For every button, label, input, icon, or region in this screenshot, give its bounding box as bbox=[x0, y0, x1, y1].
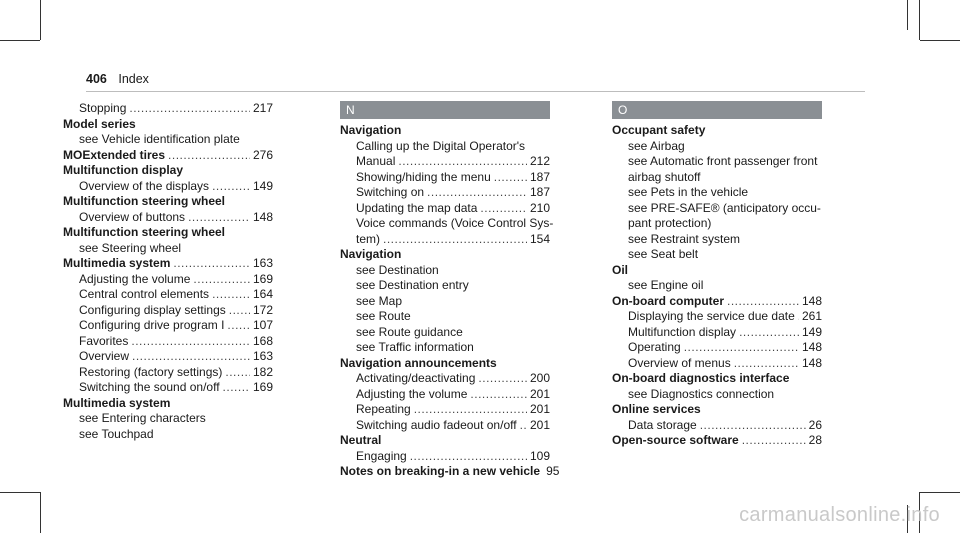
entry-text: see PRE-SAFE® (anticipatory occu- bbox=[628, 200, 821, 215]
index-subentry bbox=[63, 318, 273, 334]
entry-text: see Entering characters bbox=[79, 411, 206, 425]
crop-mark bbox=[40, 0, 41, 40]
index-reference bbox=[612, 201, 822, 217]
entry-text: Central control elements bbox=[79, 287, 210, 301]
entry-text: see Route bbox=[356, 309, 411, 323]
leader-dots bbox=[212, 179, 250, 195]
index-subentry bbox=[63, 179, 273, 195]
entry-text: Open-source software bbox=[612, 433, 739, 447]
entry-text: see Route guidance bbox=[356, 324, 463, 339]
page-ref[interactable]: 172 bbox=[252, 302, 273, 317]
entry-text: Engaging bbox=[356, 448, 407, 463]
crop-mark bbox=[40, 492, 41, 533]
index-reference bbox=[63, 132, 273, 148]
entry-text: Multifunction steering wheel bbox=[63, 225, 226, 239]
crop-mark bbox=[920, 40, 960, 41]
leader-dots bbox=[478, 371, 527, 387]
entry-text: see Map bbox=[356, 293, 403, 308]
page-ref[interactable]: 210 bbox=[529, 200, 550, 215]
page-ref[interactable]: 212 bbox=[529, 154, 550, 168]
index-subentry bbox=[63, 349, 273, 365]
index-subentry bbox=[340, 232, 550, 248]
index-subentry bbox=[63, 380, 273, 396]
index-heading bbox=[340, 123, 550, 139]
index-reference bbox=[340, 263, 550, 279]
index-reference bbox=[63, 411, 273, 427]
leader-dots bbox=[398, 154, 527, 170]
entry-text: On-board diagnostics interface bbox=[612, 371, 790, 385]
entry-text: Overview bbox=[79, 349, 130, 363]
entry-text: see Pets in the vehicle bbox=[628, 185, 749, 199]
index-reference bbox=[340, 294, 550, 310]
entry-text: Multimedia system bbox=[63, 395, 171, 410]
crop-mark bbox=[0, 492, 40, 493]
index-subentry bbox=[340, 387, 550, 403]
entry-text: see Restraint system bbox=[628, 231, 741, 246]
crop-mark bbox=[920, 492, 960, 493]
entry-text: see Destination entry bbox=[356, 278, 469, 292]
page-ref[interactable]: 163 bbox=[252, 256, 273, 270]
page-ref[interactable]: 154 bbox=[529, 231, 550, 246]
crop-mark bbox=[907, 0, 908, 30]
entry-text: Operating bbox=[628, 340, 681, 354]
entry-text: Voice commands (Voice Control Sys- bbox=[356, 216, 554, 230]
index-heading bbox=[340, 433, 550, 449]
crop-mark bbox=[0, 40, 40, 41]
leader-dots bbox=[700, 418, 806, 434]
index-heading bbox=[612, 433, 822, 449]
index-reference bbox=[63, 427, 273, 443]
index-heading bbox=[63, 148, 273, 164]
index-heading bbox=[63, 396, 273, 412]
index-reference bbox=[340, 325, 550, 341]
entry-text: see Airbag bbox=[628, 138, 685, 153]
page-ref[interactable]: 182 bbox=[252, 364, 273, 379]
page-ref[interactable]: 149 bbox=[801, 324, 822, 339]
header-rule bbox=[86, 91, 865, 92]
leader-dots bbox=[193, 272, 250, 288]
leader-dots bbox=[480, 201, 527, 217]
index-reference bbox=[612, 216, 822, 232]
page-title: Index bbox=[118, 72, 149, 86]
index-subentry bbox=[340, 185, 550, 201]
index-reference bbox=[340, 309, 550, 325]
leader-dots bbox=[684, 340, 799, 356]
entry-text: Multifunction display bbox=[63, 163, 183, 177]
entry-text: MOExtended tires bbox=[63, 147, 166, 162]
watermark: carmanualsonline.info bbox=[739, 504, 940, 526]
entry-text: see Touchpad bbox=[79, 426, 154, 441]
page-ref[interactable]: 201 bbox=[529, 386, 550, 401]
entry-text: Switching on bbox=[356, 185, 425, 199]
index-subentry bbox=[340, 449, 550, 465]
entry-text: see Traffic information bbox=[356, 340, 474, 354]
entry-text: Neutral bbox=[340, 433, 382, 447]
index-subentry bbox=[612, 418, 822, 434]
entry-text: Occupant safety bbox=[612, 123, 706, 137]
index-subentry bbox=[612, 325, 822, 341]
index-subentry bbox=[340, 201, 550, 217]
index-subentry bbox=[63, 210, 273, 226]
index-subentry bbox=[63, 303, 273, 319]
leader-dots bbox=[188, 210, 250, 226]
index-subentry bbox=[340, 402, 550, 418]
index-column-3 bbox=[612, 101, 822, 449]
entry-text: see Vehicle identification plate bbox=[79, 132, 240, 146]
index-reference bbox=[340, 139, 550, 155]
page-ref[interactable]: 261 bbox=[801, 309, 822, 323]
index-heading bbox=[340, 356, 550, 372]
leader-dots bbox=[173, 256, 250, 272]
entry-text: Switching audio fadeout on/off bbox=[356, 417, 517, 432]
entry-text: Navigation bbox=[340, 247, 402, 261]
entry-text: Overview of buttons bbox=[79, 209, 186, 224]
section-letter: O bbox=[612, 101, 822, 119]
entry-text: Navigation bbox=[340, 123, 402, 137]
entry-text: On-board computer bbox=[612, 293, 725, 308]
index-subentry bbox=[612, 340, 822, 356]
page-ref[interactable]: 148 bbox=[801, 293, 822, 308]
index-heading bbox=[63, 256, 273, 272]
leader-dots bbox=[132, 349, 250, 365]
page-ref[interactable]: 28 bbox=[808, 433, 822, 447]
page-ref[interactable]: 276 bbox=[252, 147, 273, 162]
index-subentry bbox=[340, 418, 550, 434]
section-letter: N bbox=[340, 101, 550, 119]
index-reference bbox=[612, 154, 822, 170]
leader-dots bbox=[727, 294, 799, 310]
index-heading bbox=[63, 225, 273, 241]
page-ref[interactable]: 107 bbox=[252, 318, 273, 332]
entry-text: Configuring display settings bbox=[79, 302, 226, 317]
entry-text: see Steering wheel bbox=[79, 240, 182, 255]
index-reference bbox=[612, 232, 822, 248]
crop-mark bbox=[919, 0, 920, 40]
leader-dots bbox=[168, 148, 250, 164]
entry-text: Manual bbox=[356, 154, 396, 168]
index-heading bbox=[612, 402, 822, 418]
leader-dots bbox=[470, 387, 527, 403]
page-ref[interactable]: 187 bbox=[529, 169, 550, 184]
entry-text: Multifunction steering wheel bbox=[63, 194, 226, 208]
entry-text: Restoring (factory settings) bbox=[79, 364, 223, 379]
page-ref[interactable]: 164 bbox=[252, 287, 273, 301]
entry-text: Notes on breaking-in a new vehicle bbox=[340, 464, 541, 478]
index-heading bbox=[63, 117, 273, 133]
entry-text: Multimedia system bbox=[63, 256, 171, 270]
index-subentry bbox=[612, 309, 822, 325]
index-reference bbox=[612, 139, 822, 155]
leader-dots bbox=[212, 287, 250, 303]
entry-text: Activating/deactivating bbox=[356, 371, 476, 385]
entry-text: Switching the sound on/off bbox=[79, 380, 220, 394]
leader-dots bbox=[494, 170, 527, 186]
index-heading bbox=[63, 163, 273, 179]
entry-text: tem) bbox=[356, 231, 380, 246]
page-ref[interactable]: 163 bbox=[252, 349, 273, 363]
page-ref[interactable]: 148 bbox=[252, 209, 273, 224]
entry-text: see Destination bbox=[356, 262, 439, 277]
leader-dots bbox=[410, 449, 527, 465]
index-heading bbox=[612, 263, 822, 279]
leader-dots bbox=[739, 325, 799, 341]
index-reference bbox=[612, 185, 822, 201]
index-heading bbox=[63, 194, 273, 210]
index-subentry bbox=[340, 170, 550, 186]
page-ref[interactable]: 201 bbox=[529, 402, 550, 416]
index-reference bbox=[63, 241, 273, 257]
entry-text: see Engine oil bbox=[628, 278, 704, 292]
index-subentry bbox=[340, 371, 550, 387]
index-reference bbox=[612, 387, 822, 403]
entry-text: Configuring drive program I bbox=[79, 318, 225, 332]
entry-text: Displaying the service due date bbox=[628, 309, 795, 323]
leader-dots bbox=[414, 402, 527, 418]
leader-dots bbox=[798, 309, 799, 325]
entry-text: Online services bbox=[612, 402, 701, 416]
entry-text: Calling up the Digital Operator's bbox=[356, 138, 526, 153]
page-ref[interactable]: 201 bbox=[529, 417, 550, 432]
index-heading bbox=[612, 123, 822, 139]
leader-dots bbox=[229, 303, 250, 319]
index-column-2 bbox=[340, 101, 560, 480]
entry-text: Repeating bbox=[356, 402, 411, 416]
index-reference bbox=[340, 216, 554, 232]
page-ref[interactable]: 95 bbox=[546, 464, 560, 478]
entry-text: Model series bbox=[63, 116, 136, 131]
page-ref[interactable]: 169 bbox=[252, 271, 273, 286]
page-ref[interactable]: 217 bbox=[252, 101, 273, 115]
entry-text: Oil bbox=[612, 262, 629, 277]
entry-text: Favorites bbox=[79, 333, 129, 348]
entry-text: Adjusting the volume bbox=[356, 386, 468, 401]
leader-dots bbox=[734, 356, 799, 372]
index-heading bbox=[340, 247, 550, 263]
index-reference bbox=[340, 340, 550, 356]
index-subentry bbox=[63, 365, 273, 381]
entry-text: airbag shutoff bbox=[628, 169, 701, 184]
leader-dots bbox=[742, 433, 806, 449]
leader-dots bbox=[131, 334, 250, 350]
entry-text: Adjusting the volume bbox=[79, 271, 191, 286]
leader-dots bbox=[227, 318, 250, 334]
entry-text: Data storage bbox=[628, 417, 697, 432]
leader-dots bbox=[223, 380, 250, 396]
page-header bbox=[86, 72, 149, 86]
index-subentry bbox=[612, 356, 822, 372]
leader-dots bbox=[520, 418, 527, 434]
entry-text: see Seat belt bbox=[628, 247, 699, 261]
page-ref[interactable]: 200 bbox=[529, 371, 550, 385]
leader-dots bbox=[225, 365, 250, 381]
entry-text: pant protection) bbox=[628, 216, 712, 230]
leader-dots bbox=[129, 101, 250, 117]
index-reference bbox=[612, 247, 822, 263]
index-subentry bbox=[63, 287, 273, 303]
entry-text: Stopping bbox=[79, 101, 127, 115]
index-subentry bbox=[63, 101, 273, 117]
page-ref[interactable]: 149 bbox=[252, 178, 273, 193]
index-reference bbox=[340, 278, 550, 294]
page-number: 406 bbox=[86, 72, 107, 86]
entry-text: Navigation announcements bbox=[340, 355, 497, 370]
index-subentry bbox=[340, 154, 550, 170]
entry-text: Showing/hiding the menu bbox=[356, 169, 491, 184]
entry-text: Updating the map data bbox=[356, 200, 478, 215]
index-column-1 bbox=[63, 101, 273, 442]
entry-text: see Diagnostics connection bbox=[628, 386, 775, 401]
entry-text: Multifunction display bbox=[628, 324, 737, 339]
leader-dots bbox=[427, 185, 527, 201]
page-ref[interactable]: 109 bbox=[529, 448, 550, 463]
leader-dots bbox=[383, 232, 527, 248]
page-ref[interactable]: 187 bbox=[529, 185, 550, 199]
index-heading bbox=[340, 464, 560, 480]
entry-text: Overview of menus bbox=[628, 355, 731, 370]
page-ref[interactable]: 168 bbox=[252, 333, 273, 348]
index-heading bbox=[612, 294, 822, 310]
entry-text: see Automatic front passenger front bbox=[628, 154, 818, 168]
index-reference bbox=[612, 170, 822, 186]
entry-text: Overview of the displays bbox=[79, 178, 210, 193]
index-reference bbox=[612, 278, 822, 294]
index-subentry bbox=[63, 272, 273, 288]
page-ref[interactable]: 26 bbox=[808, 417, 822, 432]
page-ref[interactable]: 148 bbox=[801, 340, 822, 354]
page-ref[interactable]: 169 bbox=[252, 380, 273, 394]
index-subentry bbox=[63, 334, 273, 350]
index-heading bbox=[612, 371, 822, 387]
page-ref[interactable]: 148 bbox=[801, 355, 822, 370]
